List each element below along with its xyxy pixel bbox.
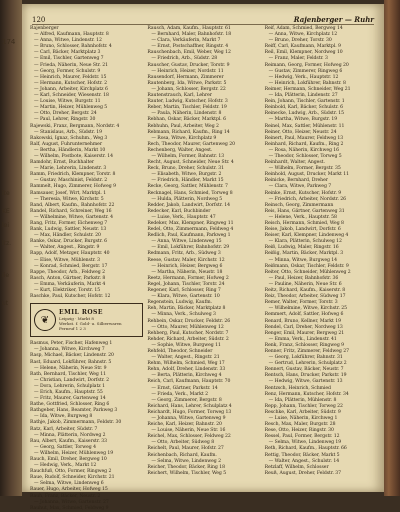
directory-entry: — Bertha, Händlerin, Markt 10 — [34, 147, 106, 153]
margin-fragment: lei — [2, 222, 10, 229]
directory-entry: Rand, Albert, Kaufm., Bahnhofstr. 22 — [30, 202, 115, 208]
directory-entry: — Berta, Plätterin, Kirchweg 4 — [151, 373, 222, 379]
directory-entry: Rehn, Adolf, Dreher, Lindenstr. 33 — [147, 367, 226, 373]
directory-entry: — Christian, Landwirt, Dorfstr. 2 — [34, 377, 109, 383]
directory-entry: Rautenstrauch, Karl, Lehrer — [147, 93, 212, 99]
directory-entry: Rakowski, Ignaz, Schuhm., Weg 3 — [30, 135, 108, 141]
directory-entry: Reiche, Karl, Heizer, Bahnstr. 20 — [147, 422, 222, 428]
directory-entry: Redel, Otto, Zimmermann, Feldweg 4 — [147, 227, 234, 233]
directory-entry: — Luise, Verk., Hauptstr. 47 — [151, 214, 216, 220]
directory-entry: — Georg, Sattler, Torweg 4 — [34, 444, 96, 450]
directory-entry: — Klara, Plätterin, Schulweg 12 — [268, 239, 342, 245]
directory-entry: — Rosa, Näherin, Kirchweg 16 — [268, 147, 340, 153]
directory-entry: — Ida, Plätterin, Mühlenstr. 8 — [268, 397, 337, 403]
directory-entry: — Minna, Witwe, Burgweg 14 — [268, 257, 338, 263]
directory-entry: — Bernhard, Maler, Bahnhofstr. 18 — [151, 32, 232, 38]
directory-entry: — Wilhelmine, Witwe, Kirchstr. 25 — [268, 306, 348, 312]
directory-entry: — Frieda, Verk., Markt 2 — [151, 391, 208, 397]
directory-entry: — Johanna, Witwe, Gartenweg 9 — [151, 416, 226, 421]
directory-entry: Renard, Bruno, Kellner, Markt 19 — [264, 318, 341, 324]
running-head: Rajenberger — Ruhr — [293, 15, 374, 24]
directory-page — [22, 4, 384, 511]
directory-entry: — Wilhelm, Postbote, Kaiserstr. 14 — [34, 153, 113, 159]
directory-entry: Rehm, Wilhelm, Schmied, Weg 17 — [147, 361, 225, 367]
directory-entry: Rendel, Carl, Dreher, Nordweg 13 — [264, 324, 343, 330]
directory-entry: — Gertrud, Lehrerin, Schulplatz 2 — [268, 361, 347, 367]
directory-entry: — Rosa, Witwe, Kirchplatz 9 — [151, 135, 217, 141]
directory-entry: Rauscher, Gustav, Drucker, Torstr. 9 — [147, 62, 230, 68]
directory-entry: — Martin, Heizer, Mühlenweg 5 — [34, 105, 108, 111]
directory-entry: — Hedwig, Verk., Hauptstr. 12 — [268, 74, 339, 80]
directory-entry: — Erich, Kaufm., Hauptstr. 55 — [34, 389, 103, 395]
directory-entry: — Johanna, Witwe, Gartenstr. 27 — [34, 499, 109, 505]
directory-entry: Reiz, Theodor, Arbeiter, Südweg 17 — [264, 294, 346, 300]
directory-entry: — Bruno, Dreher, Torstr. 30 — [268, 38, 332, 44]
directory-entry: Rajenberger — [30, 26, 59, 31]
directory-entry: Reber, Martin, Tischler, Feldstr. 19 — [147, 105, 227, 111]
directory-entry: Reiner, Otto, Heizer, Neustr. 24 — [264, 129, 337, 135]
directory-entry: Reiff, Carl, Kaufmann, Marktpl. 9 — [264, 44, 341, 50]
directory-entry: Reinhard, Richard, Kaufm., Ring 2 — [264, 141, 344, 147]
directory-entry: — Clara, Witwe, Parkweg 7 — [268, 184, 332, 190]
directory-entry: — Konrad, Schmied, Bergstr. 17 — [34, 263, 108, 269]
directory-entry: Reil, Emil, Klempner, Nordweg 10 — [264, 50, 343, 56]
directory-entry: — Heinrich, Heizer, Bergweg 6 — [151, 263, 223, 269]
directory-entry: — Hedwig, Verk., Markt 12 — [34, 463, 97, 469]
directory-entry: — Hedwig, Witwe, Gartenstr. 13 — [268, 379, 343, 385]
directory-entry: Reiter, Otto, Schneider, Mühlenweg 2 — [264, 269, 351, 275]
directory-entry: Rasp, Michael, Bäcker, Lindenstr. 20 — [30, 353, 114, 359]
directory-entry: Rehberg, Paul, Kutscher, Nordstr. 7 — [147, 330, 229, 336]
directory-entry: Reichard, Hans, Lehrer, Schulplatz 4 — [147, 403, 232, 409]
directory-entry: Rebmann, Richard, Kaufm., Ring 14 — [147, 129, 230, 135]
directory-entry: — Johanna, Witwe, Kirchweg 7 — [34, 347, 105, 353]
directory-entry: Reinbold, Karl, Bäcker, Schulstr. 6 — [264, 105, 343, 111]
directory-entry: — Walter, Angest., Ringstr. 9 — [34, 245, 100, 251]
directory-entry: Reimer, Hermann, Schneider, Weg 21 — [264, 86, 351, 92]
directory-entry: — Minna, Plätterin, Nordweg 2 — [34, 432, 106, 438]
directory-entry: Rennert, Gustav, Bäcker, Neustr. 7 — [264, 367, 344, 373]
book-spine-left — [0, 0, 22, 496]
directory-entry: — Paul, Heizer, Bahnhofstr. 36 — [268, 275, 339, 281]
directory-entry: Renner, Fritz, Zimmerer, Feldweg 27 — [264, 348, 349, 354]
directory-entry: — Anna, Witwe, Kirchplatz 12 — [268, 32, 338, 38]
directory-entry: Redlich, Paul, Kaufmann, Parkweg 1 — [147, 233, 231, 239]
page-number: 120 — [32, 16, 46, 24]
directory-entry: Ramsauer, Josef, Wirt, Marktpl. 1 — [30, 190, 107, 196]
directory-entry: — Wilhelmine, Witwe, Gartenstr. 4 — [34, 214, 113, 220]
directory-entry: Reh, Martin, Bäcker, Marktplatz 8 — [147, 306, 226, 312]
directory-entry: Raschke, Paul, Kutscher, Hofstr. 12 — [30, 294, 111, 300]
directory-entry: Reicher, Theodor, Bäcker, Ring 18 — [147, 464, 225, 470]
directory-entry: Recke, Georg, Sattler, Mühlenstr. 7 — [147, 184, 228, 190]
directory-entry: Rauh, Franz, Bäcker, Neustr. 2 — [30, 493, 101, 499]
directory-entry: Rausch, Adam, Kaufm., Hauptstr. 61 — [147, 26, 231, 31]
directory-entry: Redder, Jakob, Landwirt, Dorfstr. 14 — [147, 202, 230, 208]
directory-entry: Reschke, Karl, Arbeiter, Südstr. 9 — [264, 409, 341, 415]
directory-entry: Reck, Bruno, Dreher, Schulstr. 31 — [147, 166, 224, 172]
directory-entry: Rauer, Hugo, Arbeiter, Hofweg 15 — [30, 487, 108, 493]
directory-entry: Reichelt, Paul, Maurer, Hofstr. 27 — [147, 446, 224, 452]
directory-entry: — Luise, Näherin, Kirchweg 1 — [268, 416, 338, 421]
directory-entry: — Hulda, Plätterin, Nordweg 5 — [151, 196, 223, 202]
directory-entry: Rath, Bernhard, Tischler, Weg 11 — [30, 371, 106, 377]
directory-entry: Renger, Emil, Maurer, Bergweg 21 — [264, 330, 345, 336]
directory-entry: Rajewski, Franz, Bergmann, Nordstr. 4 — [30, 123, 120, 129]
directory-entry: — Ernst, Gärtner, Parkstr. 14 — [151, 385, 218, 391]
directory-entry: — Karl, Schneider, Wiesenstr. 18 — [34, 93, 109, 99]
directory-entry: — Heinrich, Lokführer, Bahnstr. 8 — [268, 80, 346, 86]
directory-entry: — Heinrich, Heizer, Nordstr. 11 — [151, 68, 224, 74]
directory-entry: — Paula, Näherin, Lindenstr. 8 — [151, 111, 222, 117]
directory-entry: — Ernst, Postschaffner, Ringstr. 4 — [151, 44, 229, 50]
margin-fragment: KE — [2, 208, 10, 215]
directory-entry: — Pauline, Näherin, Neue Str. 6 — [268, 281, 342, 287]
directory-entry: — Theresia, Witwe, Kirchstr. 5 — [34, 196, 104, 202]
directory-entry: — Heinrich, Maurer, Feldstr. 15 — [34, 74, 107, 80]
directory-entry: Rausendorf, Hermann, Zimmerer — [147, 74, 224, 80]
directory-entry: Ramdohr, Ernst, Buchhalter — [30, 160, 95, 166]
directory-entry: — Martha, Näherin, Neustr. 18 — [151, 269, 223, 275]
advertisement-line: Fernruf 1 2 3 — [59, 326, 86, 332]
directory-entry: — Otto, Dreher, Bergstr. 24 — [34, 111, 97, 117]
directory-entry: Rathe, Gottfried, Schlosser, Ring 6 — [30, 402, 110, 408]
directory-entry: — Emma, Verkäuferin, Markt 4 — [34, 281, 106, 287]
directory-entry: — Minna, Verk., Schulweg 3 — [151, 312, 216, 318]
directory-entry: — Wilhelm, Heizer, Mühlenweg 19 — [34, 450, 114, 456]
directory-entry: Rehder, Richard, Arbeiter, Südstr. 2 — [147, 336, 229, 342]
directory-entry: Reise, Jakob, Landwirt, Dorfstr. 6 — [264, 227, 341, 233]
directory-entry: — Dora, Lehrerin, Schulplatz 1 — [34, 383, 105, 389]
column-1 — [30, 26, 143, 511]
directory-entry: — Selma, Witwe, Lindenweg 2 — [151, 458, 221, 464]
directory-entry: Rauschenbach, Emil, Weber, Weg 12 — [147, 50, 231, 56]
directory-entry: — Friedrich, Arb., Südstr. 28 — [151, 56, 218, 62]
directory-entry: — Stanislaus, Arb., Südstr. 19 — [34, 129, 103, 135]
advertisement-line: Werkst. f. Gold- u. Silberwaren — [59, 321, 122, 327]
directory-entry: Raue, Rudolf, Schneider, Kirchstr. 21 — [30, 475, 115, 481]
directory-entry: — Bruno, Schlosser, Bahnhofstr. 4 — [34, 44, 112, 50]
directory-entry: — Emil, Tischler, Gartenweg 7 — [34, 56, 104, 62]
directory-entry: Rammelt, Hugo, Zimmerer, Hofweg 9 — [30, 184, 116, 190]
directory-entry: — Friedrich, Arbeiter, Nordstr. 26 — [268, 196, 347, 202]
directory-entry: — Johann, Schlosser, Bergstr. 22 — [151, 86, 226, 92]
directory-entry: Remmert, Adolf, Sattler, Hofweg 6 — [264, 312, 344, 318]
column-3 — [265, 26, 378, 488]
directory-entry: Reinhold, August, Drucker, Markt 11 — [264, 172, 349, 178]
directory-entry: Rentzsch, Heinrich, Schmied — [264, 385, 331, 391]
directory-entry: — Max, Händler, Schulstr. 20 — [34, 233, 101, 239]
directory-entry: Reisch, Hermann, Schmied, Weg 8 — [264, 221, 344, 226]
directory-entry: Remer, Walter, Former, Torstr. 3 — [264, 300, 338, 306]
directory-entry: — Selma, Witwe, Lindenweg 19 — [268, 440, 342, 446]
directory-entry: — Paul, Lehrer, Ringstr. 30 — [34, 117, 96, 123]
directory-entry: Reinhardt, Walter, Angest. — [264, 160, 325, 166]
directory-entry: Regel, Johann, Tischler, Torstr. 24 — [147, 281, 225, 287]
directory-entry: Reinert, Paul, Maurer, Feldweg 13 — [264, 135, 344, 141]
directory-entry: — Theodor, Schlosser, Torweg 5 — [268, 153, 342, 159]
directory-entry: — Hermann, Kutscher, Hofstr. 2 — [34, 80, 107, 86]
directory-entry: Rathgeber, Hans, Beamter, Parkweg 3 — [30, 408, 118, 414]
directory-entry: — Elisabeth, Witwe, Burgstr. 2 — [151, 172, 222, 178]
directory-entry: — Alfred, Kaufmann, Hauptstr. 8 — [34, 32, 109, 38]
margin-fragment: ut — [2, 300, 9, 307]
directory-entry: Reese, Gustav, Maler, Kirchstr. 12 — [147, 257, 225, 263]
directory-entry: Regenstein, Ludwig, Kaufm. — [147, 300, 212, 306]
directory-entry: Rapp, Adolf, Metzger, Hauptstr. 40 — [30, 251, 110, 257]
directory-entry: Rebhuhn, Paul, Arbeiter, Weg 2 — [147, 123, 219, 129]
directory-entry: Reichel, Max, Schlosser, Feldweg 22 — [147, 434, 231, 440]
directory-entry: — Wilhelm, Former, Bergstr. 35 — [268, 166, 341, 172]
directory-entry: — Walter, Angest., Ringstr. 21 — [151, 355, 220, 361]
directory-entry: — Marie, Lehrerin, Lindenstr. 3 — [34, 166, 107, 172]
advertisement-box — [30, 303, 143, 337]
directory-entry: — Georg, Lokführer, Bahnstr. 31 — [268, 355, 343, 361]
directory-entry: — Martha, Witwe, Burgstr. 19 — [268, 117, 338, 123]
directory-entry: Renk, Franz, Schlosser, Ringweg 9 — [264, 342, 345, 348]
directory-entry: Reißmann, Oskar, Tischler, Feldstr. 9 — [264, 263, 349, 269]
directory-entry: — Kurt, Elektriker, Torstr. 15 — [34, 288, 101, 294]
directory-entry: — Otto, Maurer, Mühlenweg 12 — [151, 324, 224, 330]
entry-columns — [30, 26, 378, 511]
directory-entry: — Sophie, Witwe, Burgweg 11 — [151, 342, 221, 348]
directory-entry: Renz, Hermann, Kutscher, Hofstr. 34 — [264, 391, 349, 397]
directory-entry: — Franz, Maler, Feldstr. 3 — [268, 56, 328, 62]
directory-entry: — Klara, Witwe, Gartenstr. 10 — [151, 294, 220, 300]
directory-entry: — Emma, Verk., Lindenstr. 41 — [268, 336, 337, 342]
margin-fragment: ltz. — [2, 240, 12, 247]
directory-entry: — Georg, Former, Schulstr. 9 — [34, 68, 101, 74]
directory-entry: Rehfeld, Theodor, Schneider — [147, 348, 213, 354]
page-header — [32, 10, 374, 25]
directory-entry: — Anna, Witwe, Lindenstr. 12 — [34, 38, 102, 44]
eagle-crest-icon: ❦ — [34, 309, 56, 331]
directory-entry: — Wilhelm, Former, Bahnstr. 13 — [151, 153, 225, 159]
directory-entry: Reth, Richard, Kaufm., Hauptstr. 66 — [264, 446, 347, 452]
directory-entry: — Gustav, Zimmerer, Ringweg 6 — [268, 68, 343, 74]
directory-entry: Redmann, Fritz, Arb., Südweg 3 — [147, 251, 221, 257]
directory-entry: — Clara, Verkäuferin, Markt 7 — [151, 38, 221, 44]
directory-entry: Rau, Albert, Kaufm., Kaiserstr. 33 — [30, 438, 108, 444]
directory-entry: Randel, Richard, Schreiner, Weg 16 — [30, 208, 112, 214]
directory-entry: Rasch, Anton, Gärtner, Parkstr. 8 — [30, 275, 106, 281]
directory-entry: Ralf, August, Fuhrunternehmer — [30, 141, 102, 147]
facing-page-number: 174 — [2, 38, 16, 46]
directory-entry: Reimann, Georg, Former, Hofweg 20 — [264, 62, 349, 68]
directory-entry: Rautenberg, Ida, Witwe, Parkstr. 5 — [147, 80, 227, 86]
directory-entry: — Georg, Zimmerer, Bergstr. 8 — [151, 397, 222, 403]
directory-entry: — Otto, Arbeiter, Südweg 8 — [151, 440, 215, 446]
directory-entry: — Ida, Plätterin, Lindenstr. 27 — [268, 93, 338, 99]
directory-entry: Reinicke, Bernhard, Dreher — [264, 178, 328, 184]
directory-entry: — Gustav, Maschinist, Feldstr. 2 — [34, 178, 108, 184]
directory-entry: Reißig, Martin, Bäcker, Marktpl. 3 — [264, 251, 344, 257]
directory-entry: Rauter, Ludwig, Kutscher, Hofstr. 3 — [147, 99, 228, 105]
advertisement-text — [59, 309, 122, 331]
directory-entry: Rehbein, Oskar, Drucker, Feldstr. 26 — [147, 318, 231, 324]
directory-entry: Rentsch, Hans, Drucker, Parkstr. 19 — [264, 373, 347, 379]
directory-entry: Rettig, Theodor, Bäcker, Markt 5 — [264, 452, 340, 458]
directory-entry: Reis, Hans, Gärtner, Gartenweg 31 — [264, 208, 345, 214]
directory-entry: Rathje, Jakob, Zimmermann, Feldstr. 30 — [30, 420, 122, 426]
directory-entry: Rasmus, Peter, Fischer, Hafenweg 1 — [30, 341, 113, 347]
directory-entry: Rauch, Emil, Dreher, Bergweg 10 — [30, 457, 107, 462]
directory-entry: Resch, Max, Maler, Burgstr. 28 — [264, 422, 336, 428]
directory-entry: Reuß, August, Dreher, Feldstr. 37 — [264, 470, 342, 476]
directory-entry: — Walter, Angest., Schulstr. 14 — [268, 458, 340, 464]
directory-entry: — Elise, Witwe, Mühlenstr. 3 — [34, 257, 100, 263]
directory-entry: Reinel, Max, Sattler, Mühlenstr. 11 — [264, 123, 345, 129]
directory-entry: Reinke, Ernst, Kutscher, Hofstr. 9 — [264, 190, 342, 196]
directory-entry: — Emil, Lokführer, Bahnhofstr. 29 — [151, 245, 230, 251]
directory-entry: — Ida, Witwe, Burgweg 8 — [34, 414, 93, 420]
directory-entry: Ranke, Oskar, Drucker, Burgstr. 6 — [30, 239, 108, 245]
directory-entry: — Carl, Bäcker, Marktplatz 3 — [34, 50, 101, 56]
directory-entry: — Helene, Näherin, Neue Str. 9 — [34, 365, 107, 371]
directory-entry: Repp, Johann, Tischler, Torweg 22 — [264, 403, 343, 409]
directory-entry: — Friedrich, Händler, Markt 15 — [151, 178, 224, 184]
directory-entry: Rank, Ludwig, Sattler, Neustr. 13 — [30, 227, 107, 233]
directory-entry: Reichenbach, Richard, Kaufm. — [147, 452, 217, 458]
directory-entry: Recht, August, Schneider, Neue Str. 4 — [147, 160, 234, 166]
directory-entry: Reiser, Karl, Klempner, Lindenweg 4 — [264, 233, 349, 239]
margin-fragment: ite — [2, 190, 10, 197]
directory-entry: Rese, Otto, Heizer, Ringstr. 30 — [264, 428, 334, 434]
directory-entry: Rauchfuß, Otto, Former, Ringweg 2 — [30, 469, 112, 475]
directory-entry: Rech, Theodor, Maurer, Gartenweg 20 — [147, 141, 235, 147]
directory-entry: Rast, Eduard, Lokführer, Bahnstr. 5 — [30, 359, 112, 365]
advertisement-title: EMIL ROSE — [59, 309, 103, 317]
directory-entry: Reitz, Richard, Kaufm., Kaiserstr. 8 — [264, 288, 346, 294]
directory-entry: — Louise, Witwe, Burgstr. 11 — [34, 99, 101, 105]
directory-entry: Rang, Fritz, Former, Eichenweg 7 — [30, 221, 108, 226]
directory-entry: Reinsch, Georg, Zimmermann — [264, 202, 334, 208]
directory-entry: Recknagel, Hans, Schmied, Torweg 8 — [147, 190, 233, 196]
directory-entry: Ramm, Friedrich, Klempner, Torstr. 8 — [30, 172, 116, 178]
directory-entry: Reiß, Ludwig, Maler, Ringstr. 16 — [264, 245, 339, 251]
directory-entry: Reichert, Wilhelm, Tischler, Weg 5 — [147, 470, 227, 476]
directory-entry: — Selma, Witwe, Lindenweg 6 — [34, 481, 104, 487]
directory-entry: — Helene, Verk., Hauptstr. 58 — [268, 214, 337, 220]
directory-entry: — Johann, Arbeiter, Kirchplatz 6 — [34, 86, 108, 92]
directory-entry: Reif, Adam, Schmied, Bergweg 14 — [264, 26, 343, 31]
directory-entry: Regener, Karl, Schlosser, Ring 7 — [147, 288, 221, 294]
directory-entry: Redeker, Max, Klempner, Ringweg 11 — [147, 221, 234, 226]
directory-entry: Rappe, Theodor, Arb., Feldweg 2 — [30, 269, 105, 275]
directory-entry: Rebhan, Oskar, Bäcker, Marktpl. 6 — [147, 117, 226, 123]
advertisement-line: Leipzig · Markt 8 — [59, 316, 94, 322]
column-2 — [147, 26, 260, 488]
directory-entry: Rechenberg, Walter, Angest. — [147, 147, 213, 153]
directory-entry: — Anna, Witwe, Lindenweg 15 — [151, 239, 222, 245]
directory-entry: Reichardt, Hugo, Former, Torweg 13 — [147, 409, 232, 415]
directory-entry: Reinecke, Ludwig, Arb., Südstr. 15 — [264, 111, 345, 117]
directory-entry: Ressel, Paul, Former, Bergstr. 12 — [264, 434, 340, 440]
directory-entry: Retzlaff, Wilhelm, Schlosser — [264, 464, 329, 470]
directory-entry: — Fritz, Maurer, Gartenweg 14 — [34, 396, 106, 402]
margin-fragment: ile — [2, 272, 10, 279]
directory-entry: Ratz, Karl, Arbeiter, Südstr. 7 — [30, 426, 98, 432]
directory-entry: Rauhut, Max, Schmied, Feldweg 9 — [30, 505, 109, 511]
book-page-edge — [384, 0, 400, 496]
directory-entry: Redecker, Karl, Buchbinder — [147, 208, 211, 214]
directory-entry: — Louise, Näherin, Neue Str. 16 — [151, 428, 226, 434]
directory-entry: — Frieda, Näherin, Neue Str. 21 — [34, 62, 108, 68]
directory-entry: Rein, Johann, Tischler, Gartenstr. 1 — [264, 99, 345, 105]
directory-entry: Reetz, Hermann, Former, Hofweg 2 — [147, 275, 229, 281]
directory-entry: Reich, Carl, Kaufmann, Hauptstr. 70 — [147, 379, 231, 385]
